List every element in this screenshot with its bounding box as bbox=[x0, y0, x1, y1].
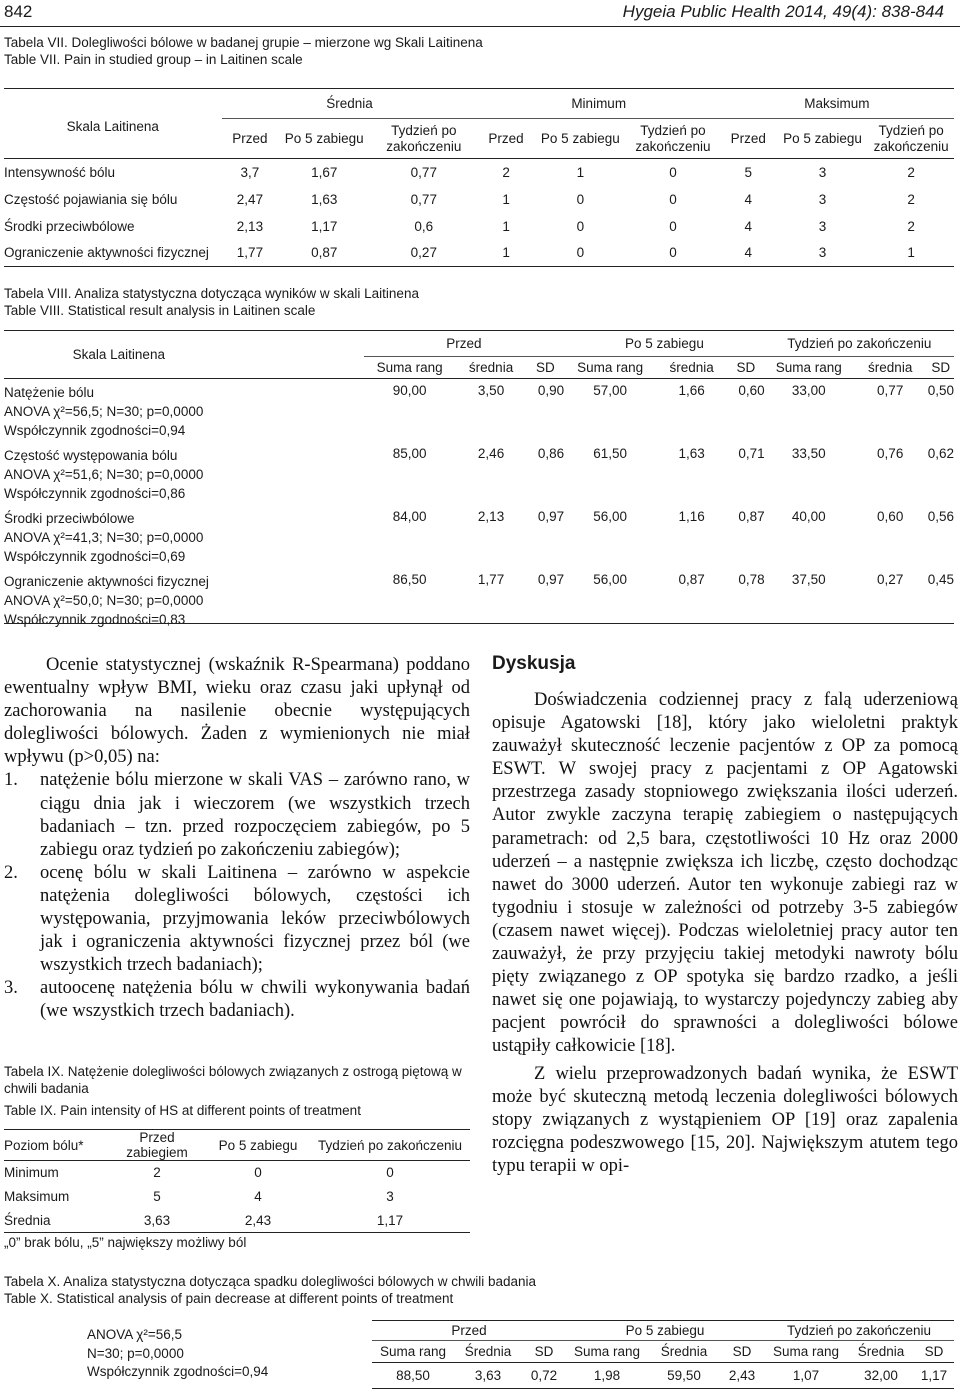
table7-cell: 3 bbox=[818, 191, 827, 207]
section-heading: Dyskusja bbox=[492, 653, 576, 674]
table-row bbox=[4, 240, 954, 267]
table8-cell: 0,77 bbox=[877, 383, 904, 398]
table8-label-line: Współczynnik zgodności=0,94 bbox=[4, 423, 186, 438]
table8-label-line: Ograniczenie aktywności fizycznej bbox=[4, 574, 209, 589]
table8-cell: 37,50 bbox=[791, 572, 826, 587]
table7 bbox=[4, 88, 954, 267]
table7-sub: Przed bbox=[730, 130, 766, 146]
table7-sub: Tydzień po zakończeniu bbox=[386, 122, 462, 154]
list-item: 1. natężenie bólu mierzone w skali VAS – zarówno rano, w ciągu dnia jak i wieczorem (we wszystkich trzech badaniach – tzn. przed rozpoczęciem zabiegów, po 5 zabiegu oraz tydzień po zakończeniu zabiegów); bbox=[4, 770, 470, 860]
table10-sub: Średnia bbox=[857, 1344, 905, 1359]
table10-sub: Średnia bbox=[660, 1344, 708, 1359]
table7-cell: 2,13 bbox=[236, 218, 264, 234]
journal-citation: Hygeia Public Health 2014, 49(4): 838-844 bbox=[622, 2, 944, 21]
table8-group-przed: Przed bbox=[364, 331, 565, 357]
table8-label-line: Współczynnik zgodności=0,69 bbox=[4, 549, 186, 564]
table-row bbox=[4, 186, 954, 213]
paragraph: Z wielu przeprowadzonych badań wynika, że ESWT może być skuteczną metodą leczenia dolegliwości bólowych stopy związanych z wystąpieniem OP [19] oraz zapalenia rozcięgna podeszwowego [15, 20]. Największym atutem tego typu terapii w opi- bbox=[492, 1063, 958, 1176]
table7-cell: 0 bbox=[669, 191, 677, 207]
table7-cell: 0 bbox=[669, 218, 677, 234]
table7-cell: 1,77 bbox=[236, 245, 264, 261]
table9 bbox=[4, 1129, 470, 1233]
table7-row-label: Ograniczenie aktywności fizycznej bbox=[4, 245, 209, 261]
table-row bbox=[4, 505, 954, 568]
table8-cell: 84,00 bbox=[392, 509, 427, 524]
table7-cell: 0 bbox=[669, 245, 677, 261]
table8-cell: 0,45 bbox=[927, 572, 954, 587]
discussion-text bbox=[492, 689, 958, 1178]
table10-sub: Suma rang bbox=[379, 1344, 447, 1359]
paragraph: Doświadczenia codziennej pracy z falą uderzeniową opisuje Agatowski [18], który jako wieloletni praktyk zauważył skuteczność leczenie pacjentów z OP za pomocą ESWT. W swojej pracy z pacjentami z OP Agatowski przestrzega zasady stopniowego zwiększania ilości uderzeń. Autor zwykle zaczyna terapię zabiegiem o następujących parametrach: od 2,5 bara, częstotliwości 10 Hz oraz 2000 uderzeń – a następnie zwiększa ich liczbę, często dochodząc nawet do 3000 uderzeń. Autor ten wykonuje zabiegi raz w tygodniu i stosuje w zależności od potrzeby 3-5 zabiegów (czasem nawet więcej). Podczas wieloletniej pracy autor ten zauważył, że przy przyjęciu takiej metodyki nawroty bólu pięty związanego z OP spotyka się bardzo rzadko, a jeśli nawet się one pojawiają, to wystarczy pojedynczy zabieg aby pacjent powrócił do sprawności a dolegliwości bólowe ustąpiły całkowicie [18]. bbox=[492, 690, 958, 1057]
table8-cell: 0,90 bbox=[537, 383, 565, 398]
table9-header: Po 5 zabiegu bbox=[218, 1137, 298, 1153]
table7-group-maksimum: Maksimum bbox=[720, 89, 954, 119]
table7-cell: 0 bbox=[576, 245, 585, 261]
table9-caption-pl: Tabela IX. Natężenie dolegliwości bólowych związanych z ostrogą piętową w chwili badania bbox=[4, 1064, 462, 1096]
table8-label-line: ANOVA χ²=41,3; N=30; p=0,0000 bbox=[4, 530, 204, 545]
table-row bbox=[4, 379, 954, 443]
table8-cell: 0,87 bbox=[738, 509, 765, 524]
table8-cell: 0,76 bbox=[877, 446, 904, 461]
table7-caption-en: Table VII. Pain in studied group – in Laitinen scale bbox=[4, 52, 303, 67]
table10-sub: SD bbox=[534, 1344, 554, 1359]
table10-cell: 0,72 bbox=[530, 1368, 558, 1383]
table9-row-label: Średnia bbox=[4, 1212, 51, 1228]
table8-label-line: ANOVA χ²=51,6; N=30; p=0,0000 bbox=[4, 467, 204, 482]
table8-cell: 0,62 bbox=[927, 446, 954, 461]
table8-cell: 33,50 bbox=[791, 446, 826, 461]
table8-cell: 2,13 bbox=[477, 509, 505, 524]
table7-caption-pl: Tabela VII. Dolegliwości bólowe w badanej grupie – mierzone wg Skali Laitinena bbox=[4, 35, 483, 50]
page-number: 842 bbox=[4, 2, 33, 21]
table8-sub: Suma rang bbox=[376, 360, 443, 375]
table8-cell: 0,50 bbox=[927, 383, 954, 398]
table8-cell: 1,77 bbox=[477, 572, 505, 587]
table8-cell: 0,56 bbox=[927, 509, 954, 524]
table7-cell: 2 bbox=[907, 164, 915, 180]
table8-cell: 0,97 bbox=[537, 572, 565, 587]
table8-caption-pl: Tabela VIII. Analiza statystyczna dotycząca wyników w skali Laitinena bbox=[4, 286, 419, 301]
table7-row-header: Skala Laitinena bbox=[66, 119, 159, 134]
table8-cell: 61,50 bbox=[593, 446, 628, 461]
table10-row bbox=[372, 1363, 954, 1389]
table-row bbox=[4, 159, 954, 186]
table8 bbox=[4, 330, 954, 631]
table7-cell: 3 bbox=[818, 164, 827, 180]
table8-label-line: Współczynnik zgodności=0,83 bbox=[4, 612, 186, 627]
table7-cell: 1 bbox=[907, 245, 915, 261]
table10-sub: Suma rang bbox=[772, 1344, 840, 1359]
table9-caption-en: Table IX. Pain intensity of HS at different points of treatment bbox=[4, 1103, 361, 1118]
table7-cell: 1 bbox=[502, 245, 510, 261]
table7-sub: Po 5 zabiegu bbox=[540, 130, 620, 146]
table10-sub: Suma rang bbox=[573, 1344, 641, 1359]
table7-cell: 1,63 bbox=[311, 191, 338, 207]
table7-cell: 3 bbox=[818, 245, 827, 261]
table9-cell: 3,63 bbox=[143, 1212, 171, 1228]
table8-label-line: ANOVA χ²=56,5; N=30; p=0,0000 bbox=[4, 404, 204, 419]
table10-cell: 32,00 bbox=[864, 1368, 898, 1383]
table-row bbox=[4, 568, 954, 631]
table8-sub: średnia bbox=[868, 360, 913, 375]
table8-sub: SD bbox=[931, 360, 951, 375]
table7-cell: 1 bbox=[502, 191, 510, 207]
table8-label-line: Natężenie bólu bbox=[4, 385, 95, 400]
table8-bottom-rule bbox=[4, 623, 954, 624]
table9-header: Przed zabiegiem bbox=[126, 1130, 188, 1160]
findings-list bbox=[4, 769, 470, 1023]
table10-sub: Średnia bbox=[464, 1344, 512, 1359]
table-row bbox=[4, 213, 954, 240]
table9-cell: 2 bbox=[153, 1165, 161, 1181]
table7-cell: 0 bbox=[576, 191, 585, 207]
table10-group: Tydzień po zakończeniu bbox=[764, 1321, 954, 1341]
table8-cell: 3,50 bbox=[477, 383, 505, 398]
table9-header: Tydzień po zakończeniu bbox=[317, 1137, 463, 1153]
table8-row-label bbox=[4, 379, 364, 443]
table7-cell: 1,17 bbox=[311, 218, 338, 234]
table7-cell: 1 bbox=[576, 164, 585, 180]
table7-cell: 0,27 bbox=[410, 245, 437, 261]
table10-caption-pl: Tabela X. Analiza statystyczna dotycząca spadku dolegliwości bólowych w chwili badania bbox=[4, 1274, 537, 1289]
table10-cell: 59,50 bbox=[667, 1368, 701, 1383]
left-column-text bbox=[4, 654, 470, 1024]
table7-cell: 1 bbox=[502, 218, 510, 234]
stat-line: ANOVA χ²=56,5 bbox=[87, 1327, 183, 1342]
table8-label-line: ANOVA χ²=50,0; N=30; p=0,0000 bbox=[4, 593, 204, 608]
table9-cell: 2,43 bbox=[244, 1212, 272, 1228]
table10-group: Po 5 zabiegu bbox=[566, 1321, 764, 1341]
table-row bbox=[4, 1185, 470, 1209]
table7-sub: Tydzień po zakończeniu bbox=[635, 122, 711, 154]
table7-cell: 0,77 bbox=[410, 164, 437, 180]
table8-sub: średnia bbox=[669, 360, 714, 375]
table9-cell: 0 bbox=[254, 1165, 262, 1181]
table-row bbox=[4, 1209, 470, 1233]
table7-row-label: Środki przeciwbólowe bbox=[4, 218, 135, 234]
table8-cell: 0,78 bbox=[738, 572, 765, 587]
table8-sub: SD bbox=[535, 360, 555, 375]
table8-group-tydzien: Tydzień po zakończeniu bbox=[765, 331, 954, 357]
table8-sub: Suma rang bbox=[775, 360, 842, 375]
table8-row-header: Skala Laitinena bbox=[72, 347, 165, 362]
table7-cell: 4 bbox=[744, 191, 752, 207]
table8-row-label bbox=[4, 568, 364, 631]
table10-sub: SD bbox=[924, 1344, 944, 1359]
table7-cell: 0 bbox=[669, 164, 677, 180]
table7-sub: Po 5 zabiegu bbox=[783, 130, 862, 146]
table7-row-label: Częstość pojawiania się bólu bbox=[4, 191, 178, 207]
table9-footnote: „0” brak bólu, „5” największy możliwy ból bbox=[4, 1235, 247, 1250]
table10-caption-en: Table X. Statistical analysis of pain decrease at different points of treatment bbox=[4, 1291, 454, 1306]
table7-cell: 0,6 bbox=[414, 218, 434, 234]
table9-row-label: Maksimum bbox=[4, 1189, 70, 1204]
table7-cell: 2 bbox=[502, 164, 510, 180]
table9-row-label: Minimum bbox=[4, 1165, 59, 1181]
table8-row-label bbox=[4, 505, 364, 568]
table10-cell: 1,17 bbox=[920, 1368, 948, 1383]
table8-cell: 56,00 bbox=[593, 509, 628, 524]
table8-sub: średnia bbox=[468, 360, 514, 375]
table7-sub: Przed bbox=[232, 130, 268, 146]
table8-cell: 1,63 bbox=[678, 446, 705, 461]
stat-line: Współczynnik zgodności=0,94 bbox=[87, 1364, 269, 1379]
table8-cell: 1,66 bbox=[678, 383, 705, 398]
table9-cell: 0 bbox=[386, 1165, 394, 1181]
table7-cell: 0,77 bbox=[410, 191, 437, 207]
table8-group-po5: Po 5 zabiegu bbox=[564, 331, 765, 357]
table10-cell: 1,07 bbox=[792, 1368, 820, 1383]
stat-line: N=30; p=0,0000 bbox=[87, 1345, 184, 1361]
table9-cell: 3 bbox=[386, 1189, 394, 1204]
table8-cell: 86,50 bbox=[392, 572, 427, 587]
table7-cell: 2 bbox=[907, 191, 915, 207]
list-item: 2. ocenę bólu w skali Laitinena – zarówno w aspekcie natężenia dolegliwości bólowych, częstości ich występowania, przyjmowania leków przeciwbólowych jak i ograniczenia aktywności fizycznej przez ból (we wszystkich trzech badaniach); bbox=[4, 862, 470, 976]
table7-cell: 2 bbox=[907, 218, 915, 234]
table8-label-line: Częstość występowania bólu bbox=[4, 448, 178, 463]
table9-header: Poziom bólu* bbox=[4, 1137, 84, 1153]
table8-label-line: Współczynnik zgodności=0,86 bbox=[4, 486, 186, 501]
table7-cell: 5 bbox=[744, 164, 752, 180]
table10-cell: 88,50 bbox=[396, 1368, 430, 1383]
table8-cell: 0,86 bbox=[537, 446, 565, 461]
table7-sub: Po 5 zabiegu bbox=[284, 130, 364, 146]
table8-cell: 0,60 bbox=[738, 383, 765, 398]
table8-sub: SD bbox=[736, 360, 756, 375]
list-item: 3. autoocenę natężenia bólu w chwili wykonywania badań (we wszystkich trzech badaniach). bbox=[4, 978, 470, 1022]
table10-cell: 3,63 bbox=[474, 1368, 502, 1383]
table7-cell: 1,67 bbox=[311, 164, 338, 180]
table8-cell: 2,46 bbox=[477, 446, 505, 461]
table8-cell: 1,16 bbox=[678, 509, 705, 524]
table8-cell: 0,71 bbox=[738, 446, 765, 461]
table8-cell: 57,00 bbox=[593, 383, 628, 398]
table9-cell: 5 bbox=[153, 1189, 161, 1204]
table-row bbox=[4, 1161, 470, 1185]
table7-row-label: Intensywność bólu bbox=[4, 164, 116, 180]
table10 bbox=[372, 1320, 954, 1389]
table7-sub: Przed bbox=[488, 130, 524, 146]
table8-cell: 0,27 bbox=[877, 572, 904, 587]
table7-cell: 4 bbox=[744, 245, 752, 261]
table8-sub: Suma rang bbox=[577, 360, 644, 375]
table8-cell: 0,87 bbox=[678, 572, 705, 587]
table7-cell: 4 bbox=[744, 218, 752, 234]
table10-cell: 1,98 bbox=[593, 1368, 621, 1383]
table10-stats bbox=[87, 1326, 268, 1382]
table8-cell: 0,60 bbox=[877, 509, 904, 524]
table8-cell: 56,00 bbox=[593, 572, 628, 587]
table10-group: Przed bbox=[372, 1321, 566, 1341]
table8-cell: 33,00 bbox=[791, 383, 826, 398]
table7-cell: 0,87 bbox=[311, 245, 338, 261]
table9-cell: 4 bbox=[254, 1189, 262, 1204]
paragraph: Ocenie statystycznej (wskaźnik R-Spearmana) poddano ewentualny wpływ BMI, wieku oraz czasu jaki upłynął od zachorowania na nasilenie obecnie występujących dolegliwości bólowych. Żaden z wymienionych nie miał wpływu (p>0,05) na: bbox=[4, 655, 470, 768]
table7-cell: 0 bbox=[576, 218, 585, 234]
table7-cell: 3,7 bbox=[240, 164, 260, 180]
table7-group-srednia: Średnia bbox=[222, 89, 478, 119]
table7-cell: 2,47 bbox=[236, 191, 264, 207]
table7-group-minimum: Minimum bbox=[478, 89, 720, 119]
table8-cell: 0,97 bbox=[537, 509, 565, 524]
table8-row-label bbox=[4, 442, 364, 505]
table7-cell: 3 bbox=[818, 218, 827, 234]
table8-cell: 85,00 bbox=[392, 446, 427, 461]
table10-sub: SD bbox=[732, 1344, 752, 1359]
table-row bbox=[4, 442, 954, 505]
table8-cell: 40,00 bbox=[791, 509, 826, 524]
table8-cell: 90,00 bbox=[392, 383, 427, 398]
table7-sub: Tydzień po zakończeniu bbox=[873, 122, 949, 154]
table8-caption-en: Table VIII. Statistical result analysis in Laitinen scale bbox=[4, 303, 316, 318]
table10-cell: 2,43 bbox=[728, 1368, 756, 1383]
table8-label-line: Środki przeciwbólowe bbox=[4, 511, 135, 526]
table9-cell: 1,17 bbox=[376, 1212, 404, 1228]
